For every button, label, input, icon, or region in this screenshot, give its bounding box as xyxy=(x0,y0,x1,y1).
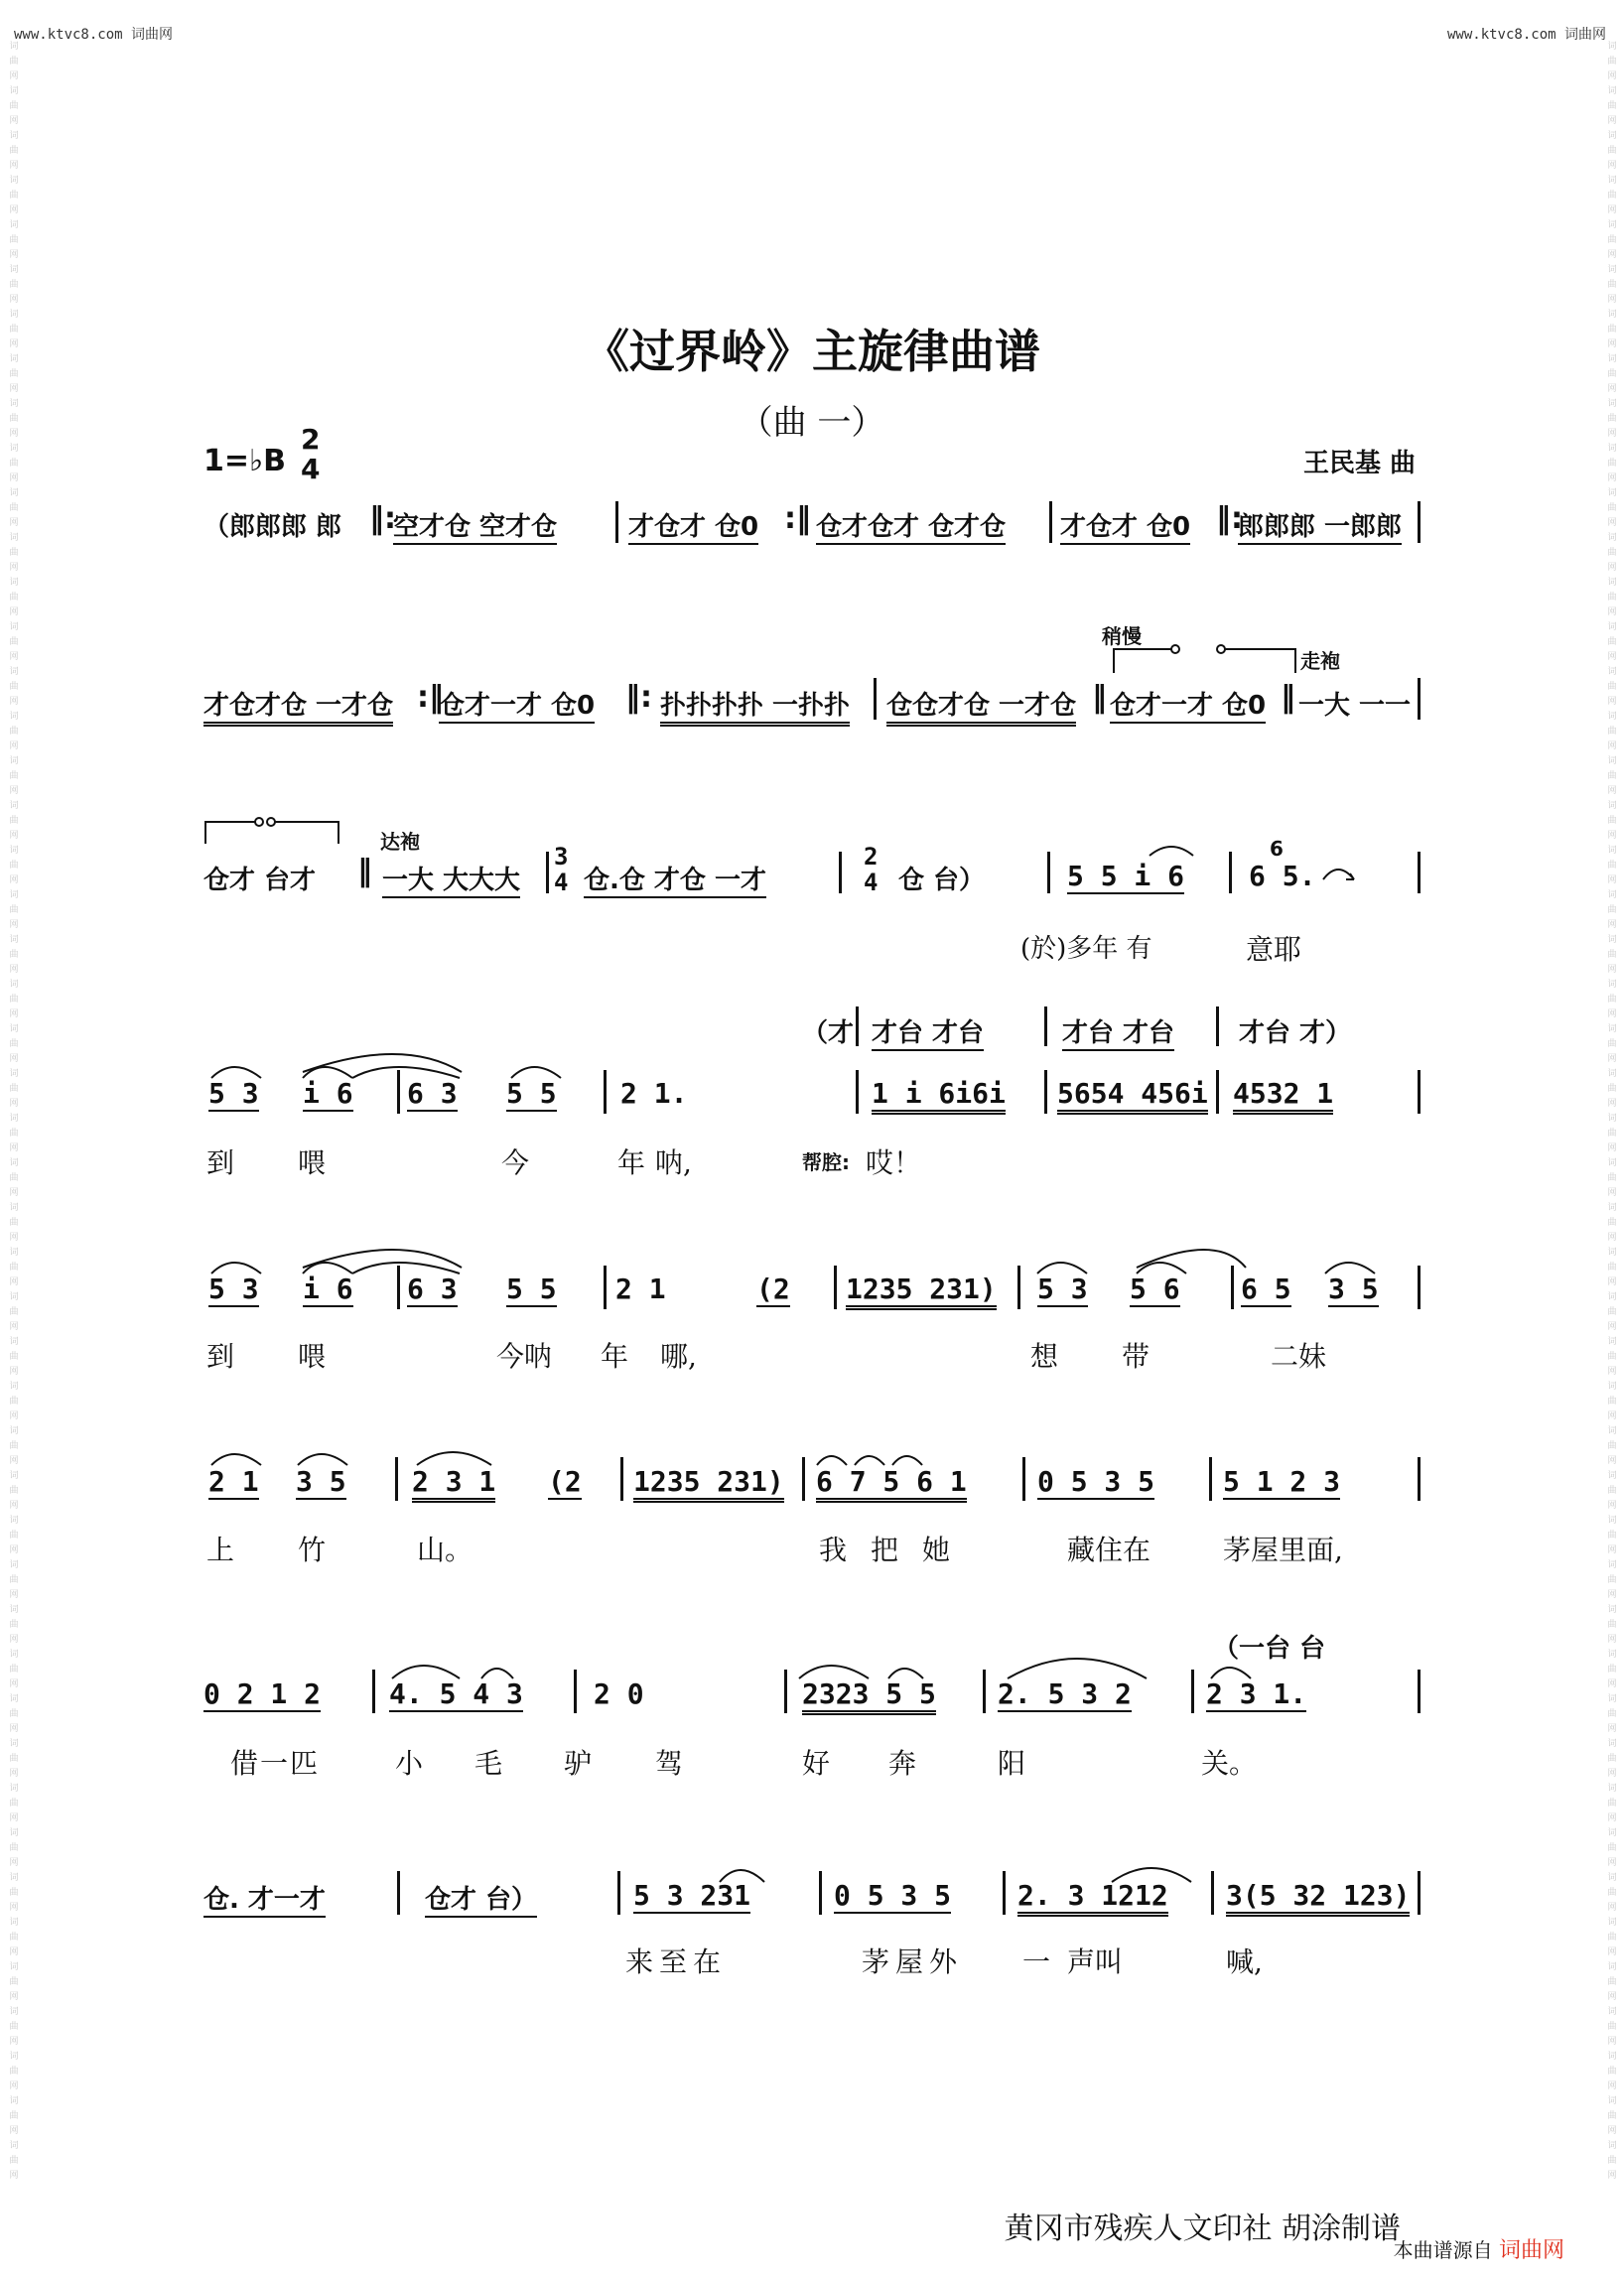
measure-r4-8: 4532 1 xyxy=(1233,1077,1333,1115)
fermata-tie xyxy=(1320,862,1360,885)
measure-r8-2: 仓才 台） xyxy=(425,1879,537,1918)
barline xyxy=(1044,1006,1047,1046)
composer: 王民基 曲 xyxy=(1302,449,1416,478)
barline xyxy=(983,1670,986,1713)
lyric: 借一匹 xyxy=(230,1747,321,1780)
barline xyxy=(1418,1457,1421,1501)
measure-r3-4: 仓 台） xyxy=(898,866,986,895)
barline xyxy=(856,1006,859,1046)
barline xyxy=(615,501,618,543)
repeat-start-sign: ‖: xyxy=(369,501,396,536)
barline xyxy=(1216,1070,1219,1114)
measure-r2-3: 扑扑扑扑 一扑扑 xyxy=(660,685,850,727)
measure-r6-6: 6 7 5 6 1 xyxy=(816,1465,967,1503)
lyric: 到 xyxy=(206,1146,235,1179)
lyric: 喂 xyxy=(298,1340,327,1373)
barline xyxy=(784,1670,787,1713)
lyric: 茅屋里面, xyxy=(1223,1534,1343,1566)
measure-r5-11: 3 5 xyxy=(1328,1273,1379,1305)
measure-r7-1: 0 2 1 2 xyxy=(203,1677,322,1710)
barline xyxy=(604,1070,607,1114)
lyric: 山。 xyxy=(417,1534,474,1566)
lyric: 奔 xyxy=(888,1747,917,1780)
barline xyxy=(834,1266,837,1309)
watermark-right-strip: 词曲网词曲网词曲网词曲网词曲网词曲网词曲网词曲网词曲网词曲网词曲网词曲网词曲网词曲网词曲网词曲网词曲网词曲网词曲网词曲网词曲网词曲网词曲网词曲网词曲网词曲网词曲网词曲网词曲网词曲网词曲网词曲网词曲网词曲网词曲网词曲网词曲网词曲网词曲网词曲网词曲网词曲网词曲网词曲网词曲网词曲网词曲网词曲网 xyxy=(1607,42,1617,2181)
measure-r3-6: 6 5. xyxy=(1249,860,1316,892)
barline xyxy=(397,1266,400,1309)
repeat-sign: ‖ xyxy=(1281,680,1295,715)
repeat-end-sign: :‖ xyxy=(784,501,811,536)
lyric: 驾 xyxy=(655,1747,684,1780)
lyric: 来至在 xyxy=(625,1945,728,1978)
lyric: 声叫 xyxy=(1067,1945,1124,1978)
measure-r7-4: 2323 5 5 xyxy=(802,1677,936,1715)
measure-r5-7: 1235 231) xyxy=(846,1273,997,1310)
measure-r4-3: 6 3 xyxy=(407,1077,458,1110)
lyric: 一 xyxy=(1022,1945,1051,1978)
measure-r1-5: 才仓才 仓0 xyxy=(1060,506,1190,545)
measure-r8-6: 3(5 32 123) xyxy=(1226,1879,1410,1917)
measure-r8-5: 2. 3 1212 xyxy=(1017,1879,1168,1917)
measure-r4-5: 2 1. xyxy=(620,1077,688,1110)
lyric: 年 xyxy=(617,1146,646,1179)
barline xyxy=(856,1070,859,1114)
barline xyxy=(1211,1871,1214,1915)
measure-r8-1: 仓. 才一才 xyxy=(203,1879,326,1918)
lyric: 关。 xyxy=(1201,1747,1258,1780)
measure-r7-2: 4. 5 4 3 xyxy=(389,1677,523,1710)
measure-r5-10: 6 5 xyxy=(1241,1273,1291,1305)
barline xyxy=(574,1670,577,1713)
measure-r1-3: 才仓才 仓0 xyxy=(628,506,758,545)
lyric: 小 xyxy=(395,1747,424,1780)
watermark-left-strip: 词曲网词曲网词曲网词曲网词曲网词曲网词曲网词曲网词曲网词曲网词曲网词曲网词曲网词曲网词曲网词曲网词曲网词曲网词曲网词曲网词曲网词曲网词曲网词曲网词曲网词曲网词曲网词曲网词曲网词曲网词曲网词曲网词曲网词曲网词曲网词曲网词曲网词曲网词曲网词曲网词曲网词曲网词曲网词曲网词曲网词曲网词曲网词曲网 xyxy=(9,42,19,2181)
source-brand-link[interactable]: 词曲网 xyxy=(1498,2238,1564,2263)
lyric: 喊, xyxy=(1226,1945,1263,1978)
lyric: 呐, xyxy=(655,1146,692,1179)
measure-r1-1: （郎郎郎 郎 xyxy=(203,512,342,542)
watermark-top-right: www.ktvc8.com 词曲网 xyxy=(1446,27,1606,43)
lyric: 我把她 xyxy=(819,1534,975,1566)
measure-r3-3: 仓.仓 才仓 一才 xyxy=(584,860,766,898)
barline xyxy=(1418,852,1421,893)
lyric: 哎！ xyxy=(866,1146,922,1179)
barline xyxy=(1022,1457,1025,1501)
measure-r4-7: 5654 456i xyxy=(1057,1077,1208,1115)
measure-r6-5: 1235 231) xyxy=(633,1465,784,1503)
measure-r5-8: 5 3 xyxy=(1037,1273,1088,1305)
barline xyxy=(1231,1266,1234,1309)
page-title: 《过界岭》主旋律曲谱 xyxy=(584,325,1040,378)
annotation-da-pao: 达袍 xyxy=(380,830,420,854)
measure-r5-9: 5 6 xyxy=(1130,1273,1180,1305)
lyric-chorus-label: 帮腔: xyxy=(802,1150,850,1174)
measure-r5-5: 2 1 xyxy=(615,1273,666,1305)
barline xyxy=(604,1266,607,1309)
barline xyxy=(397,1871,400,1915)
measure-r5-6: (2 xyxy=(756,1273,790,1305)
barline xyxy=(874,678,877,720)
lyric: 上 xyxy=(206,1534,235,1566)
repeat-end-sign: :‖ xyxy=(417,680,444,715)
repeat-sign: ‖: xyxy=(1216,501,1243,536)
measure-r6-1: 2 1 xyxy=(208,1465,259,1498)
time-sig-bottom: 4 xyxy=(301,453,321,485)
lyric: 竹 xyxy=(298,1534,327,1566)
slurs xyxy=(203,1236,1474,1277)
measure-r4-4: 5 5 xyxy=(506,1077,557,1110)
measure-r6-3: 2 3 1 xyxy=(412,1465,495,1503)
percussion-r7-1: （一台 台 xyxy=(1213,1634,1326,1664)
grace-note: 6 xyxy=(1270,837,1284,861)
barline xyxy=(802,1457,805,1501)
lyric: (於)多年 有 xyxy=(1020,934,1152,964)
lyric: 想 xyxy=(1030,1340,1059,1373)
measure-r8-4: 0 5 3 5 xyxy=(834,1879,952,1912)
barline xyxy=(395,1457,398,1501)
barline xyxy=(819,1871,822,1915)
percussion-r4-2: 才台 才台 xyxy=(872,1012,984,1051)
measure-r2-5: 仓才一才 仓0 xyxy=(1110,685,1266,724)
lyric: 阳 xyxy=(998,1747,1026,1780)
lyric: 带 xyxy=(1122,1340,1150,1373)
source-line xyxy=(1394,2233,1564,2264)
barline xyxy=(546,852,549,893)
barline xyxy=(1418,678,1421,720)
barline xyxy=(397,1070,400,1114)
measure-r6-4: (2 xyxy=(548,1465,582,1498)
barline xyxy=(1047,852,1050,893)
lyric: 茅屋外 xyxy=(862,1945,964,1978)
percussion-r4-3: 才台 才台 xyxy=(1062,1012,1174,1051)
measure-r5-4: 5 5 xyxy=(506,1273,557,1305)
lyric: 二妹 xyxy=(1271,1340,1327,1373)
lyric: 意耶 xyxy=(1246,933,1302,966)
barline xyxy=(839,852,842,893)
percussion-r4-4: 才台 才） xyxy=(1239,1018,1352,1048)
percussion-r4-1: （才 xyxy=(802,1018,855,1048)
barline xyxy=(1418,1670,1421,1713)
lyric: 藏住在 xyxy=(1067,1534,1151,1566)
lyric: 喂 xyxy=(298,1146,327,1179)
barline xyxy=(1049,501,1052,543)
measure-r2-4: 仓仓才仓 一才仓 xyxy=(886,685,1076,727)
barline xyxy=(1418,501,1421,543)
measure-r6-7: 0 5 3 5 xyxy=(1037,1465,1155,1498)
lyric: 今呐 xyxy=(496,1340,553,1373)
measure-r4-6: 1 i 6i6i xyxy=(872,1077,1006,1115)
measure-r7-6: 2 3 1. xyxy=(1206,1677,1307,1710)
repeat-sign: ‖ xyxy=(1092,680,1107,715)
barline xyxy=(1003,1871,1006,1915)
lyric: 到 xyxy=(206,1340,235,1373)
barline xyxy=(1017,1266,1020,1309)
tempo-bracket xyxy=(203,816,342,846)
measure-r2-6: 一大 一一 xyxy=(1298,691,1412,721)
measure-r8-3: 5 3 231 xyxy=(633,1879,751,1912)
lyric: 哪, xyxy=(660,1340,697,1373)
slur xyxy=(1147,840,1196,860)
measure-r7-5: 2. 5 3 2 xyxy=(998,1677,1132,1710)
measure-r7-3: 2 0 xyxy=(594,1677,644,1710)
measure-r2-1: 才仓才仓 一才仓 xyxy=(203,685,393,727)
measure-r3-2: 一大 大大大 xyxy=(382,860,520,898)
measure-r1-6: 郎郎郎 一郎郎 xyxy=(1238,506,1402,545)
arranger-credit: 黄冈市残疾人文印社 胡涂制谱 xyxy=(1004,2211,1401,2246)
source-prefix: 本曲谱源自 xyxy=(1393,2238,1493,2262)
barline xyxy=(1418,1871,1421,1915)
tempo-bracket xyxy=(1112,643,1310,683)
measure-r5-1: 5 3 xyxy=(208,1273,259,1305)
measure-r2-2: 仓才一才 仓0 xyxy=(439,685,595,724)
watermark-top-left: www.ktvc8.com 词曲网 xyxy=(14,27,174,43)
double-barline: ‖ xyxy=(357,854,372,888)
lyric: 今 xyxy=(501,1146,530,1179)
slurs xyxy=(203,1429,958,1469)
time-sig-top: 2 xyxy=(301,423,321,456)
barline xyxy=(1229,852,1232,893)
time-change-3-4: 3 4 xyxy=(554,843,569,896)
measure-r4-1: 5 3 xyxy=(208,1077,259,1110)
slurs xyxy=(382,1643,1276,1682)
measure-r6-8: 5 1 2 3 xyxy=(1223,1465,1341,1498)
measure-r1-4: 仓才仓才 仓才仓 xyxy=(816,506,1006,545)
key-signature: 1=♭B xyxy=(203,444,287,478)
barline xyxy=(1418,1070,1421,1114)
time-change-2-4: 2 4 xyxy=(864,843,879,896)
barline xyxy=(1191,1670,1194,1713)
annotation-slow: 稍慢 xyxy=(1102,624,1142,648)
lyric: 毛 xyxy=(474,1747,503,1780)
barline xyxy=(620,1457,623,1501)
lyric: 好 xyxy=(802,1747,831,1780)
barline xyxy=(1044,1070,1047,1114)
measure-r3-5: 5 5 i 6 xyxy=(1067,860,1185,892)
slurs xyxy=(203,1042,670,1082)
measure-r1-2: 空才仓 空才仓 xyxy=(393,506,557,545)
measure-r4-2: i 6 xyxy=(303,1077,353,1110)
measure-r5-2: i 6 xyxy=(303,1273,353,1305)
barline xyxy=(372,1670,375,1713)
barline xyxy=(1209,1457,1212,1501)
barline xyxy=(1418,1266,1421,1309)
time-signature xyxy=(301,425,320,484)
repeat-sign: ‖: xyxy=(625,680,652,715)
lyric: 驴 xyxy=(564,1747,593,1780)
measure-r3-1: 仓才 台才 xyxy=(203,866,317,895)
barline xyxy=(1216,1006,1219,1046)
lyric: 年 xyxy=(601,1340,629,1373)
measure-r5-3: 6 3 xyxy=(407,1273,458,1305)
page-subtitle: （曲 一） xyxy=(739,403,885,443)
barline xyxy=(617,1871,620,1915)
annotation-walk: 走袍 xyxy=(1300,649,1340,673)
measure-r6-2: 3 5 xyxy=(296,1465,346,1498)
